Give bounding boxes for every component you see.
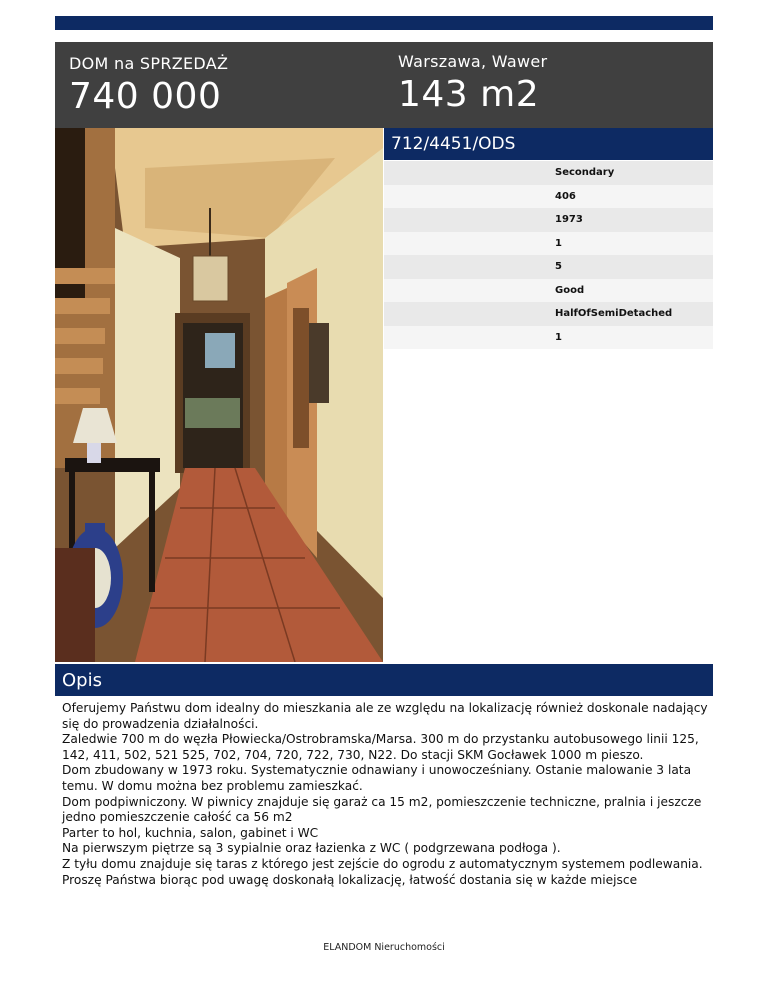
price-block <box>69 54 228 117</box>
description-text <box>62 701 712 888</box>
description-heading: Opis <box>55 664 713 696</box>
description-line: Zaledwie 700 m do węzła Płowiecka/Ostrobramska/Marsa. 300 m do przystanku autobusowego linii 125, 142, 411, 502, 521 525, 702, 704, 720, 722, 730, N22. Do stacji SKM Gocławek 1000 m pieszo. <box>62 732 699 762</box>
detail-row: HalfOfSemiDetached <box>384 302 713 326</box>
detail-row: Good <box>384 279 713 303</box>
description-line: Na pierwszym piętrze są 3 sypialnie oraz łazienka z WC ( podgrzewana podłoga ). <box>62 841 561 856</box>
location-block <box>398 52 547 115</box>
detail-row: 1 <box>384 326 713 350</box>
detail-row: 5 <box>384 255 713 279</box>
location: Warszawa, Wawer <box>398 52 548 71</box>
footer-company: ELANDOM Nieruchomości <box>323 942 445 953</box>
detail-row: 1973 <box>384 208 713 232</box>
details-table <box>384 161 713 349</box>
top-accent-bar <box>55 16 713 30</box>
detail-row: Secondary <box>384 161 713 185</box>
listing-header <box>55 42 713 128</box>
price: 740 000 <box>69 76 222 117</box>
description-line: Z tyłu domu znajduje się taras z którego jest zejście do ogrodu z automatycznym systemem podlewania. <box>62 856 703 871</box>
detail-row: 406 <box>384 185 713 209</box>
description-line: Dom podpiwniczony. W piwnicy znajduje się garaż ca 15 m2, pomieszczenie techniczne, pralnia i jeszcze jedno pomieszczenie całość ca 56 m2 <box>62 794 702 825</box>
detail-row: 1 <box>384 232 713 256</box>
description-line: Proszę Państwa biorąc pod uwagę doskonałą lokalizację, łatwość dostania się w każde miejsce <box>62 872 638 887</box>
property-photo <box>55 128 383 662</box>
description-line: Dom zbudowany w 1973 roku. Systematycznie odnawiany i unowocześniany. Ostanie malowanie 3 lata temu. W domu można bez problemu zamieszkać. <box>62 763 692 793</box>
description-line: Parter to hol, kuchnia, salon, gabinet i WC <box>62 825 319 840</box>
area: 143 m2 <box>398 74 540 115</box>
description-line: Oferujemy Państwu dom idealny do mieszkania ale ze względu na lokalizację również doskonale nadający się do prowadzenia działalności. <box>62 701 708 731</box>
reference-number: 712/4451/ODS <box>384 128 713 160</box>
offer-type: DOM na SPRZEDAŻ <box>69 54 229 73</box>
